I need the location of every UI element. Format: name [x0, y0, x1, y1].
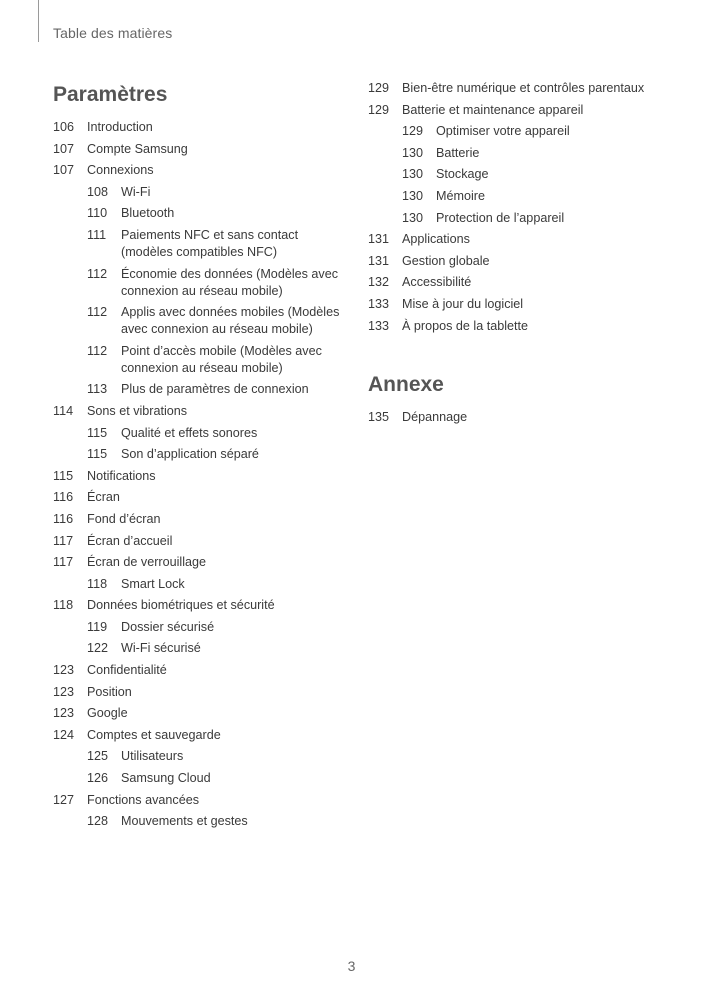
toc-entry-page: 133 [368, 296, 390, 311]
toc-entry-title: Fonctions avancées [87, 792, 200, 807]
toc-entry-page: 116 [53, 511, 74, 526]
toc-entry-page: 119 [87, 619, 108, 634]
toc-entry[interactable] [368, 253, 678, 270]
toc-entry[interactable] [53, 684, 343, 701]
toc-entry-page: 132 [368, 275, 390, 290]
toc-entry[interactable] [53, 662, 343, 679]
toc-entry[interactable] [53, 468, 343, 485]
toc-entry-title: Écran d’accueil [87, 533, 173, 548]
toc-entry-title: Batterie et maintenance appareil [402, 102, 584, 117]
toc-entry-title: Wi-Fi [121, 184, 151, 199]
toc-list-annexe [368, 409, 678, 426]
toc-entry[interactable] [368, 145, 678, 162]
toc-entry[interactable] [53, 813, 343, 830]
toc-entry-page: 129 [368, 102, 390, 117]
toc-entry-page: 123 [53, 706, 75, 721]
toc-entry[interactable] [53, 748, 343, 765]
toc-entry-page: 113 [87, 382, 108, 397]
toc-entry-page: 116 [53, 490, 74, 505]
toc-entry-title: Fond d’écran [87, 511, 161, 526]
toc-entry[interactable] [368, 409, 678, 426]
toc-entry[interactable] [368, 123, 678, 140]
toc-entry[interactable] [368, 188, 678, 205]
toc-entry[interactable] [368, 102, 678, 119]
toc-entry-page: 130 [402, 145, 424, 160]
toc-entry-page: 118 [87, 576, 108, 591]
toc-entry-title: Gestion globale [402, 253, 490, 268]
toc-entry[interactable] [53, 162, 343, 179]
toc-entry-title: Son d’application séparé [121, 447, 259, 462]
toc-entry-page: 106 [53, 120, 75, 134]
toc-entry[interactable] [53, 343, 343, 377]
toc-entry[interactable] [53, 597, 343, 614]
toc-entry-title: Position [87, 684, 132, 699]
toc-entry-page: 122 [87, 641, 109, 656]
toc-entry-page: 115 [87, 447, 108, 462]
toc-entry-title: Point d’accès mobile (Modèles avec connexion au réseau mobile) [121, 343, 322, 375]
toc-entry[interactable] [368, 296, 678, 313]
toc-entry-page: 130 [402, 167, 424, 182]
toc-entry[interactable] [53, 266, 343, 300]
toc-entry-page: 114 [53, 403, 74, 418]
toc-entry-title: Économie des données (Modèles avec connexion au réseau mobile) [121, 266, 339, 298]
toc-entry-title: Dossier sécurisé [121, 619, 215, 634]
toc-entry-page: 135 [368, 409, 390, 424]
toc-entry-title: Comptes et sauvegarde [87, 727, 221, 742]
toc-entry-title: Batterie [436, 145, 480, 160]
toc-entry[interactable] [53, 705, 343, 722]
toc-entry-page: 111 [87, 227, 107, 242]
toc-entry-page: 130 [402, 210, 424, 225]
page-number: 3 [347, 958, 356, 974]
toc-entry-title: Stockage [436, 167, 489, 182]
toc-entry[interactable] [53, 227, 343, 261]
toc-entry[interactable] [53, 446, 343, 463]
toc-entry-page: 112 [87, 343, 108, 358]
toc-entry-title: Compte Samsung [87, 141, 188, 156]
toc-entry[interactable] [53, 119, 343, 136]
toc-entry-title: Connexions [87, 163, 154, 178]
toc-entry[interactable] [53, 770, 343, 787]
toc-entry[interactable] [53, 184, 343, 201]
toc-entry[interactable] [368, 231, 678, 248]
toc-entry-page: 124 [53, 727, 75, 742]
toc-entry-title: Applis avec données mobiles (Modèles avec connexion au réseau mobile) [121, 305, 340, 337]
toc-entry-page: 125 [87, 749, 109, 764]
toc-entry[interactable] [368, 274, 678, 291]
toc-entry-title: Samsung Cloud [121, 771, 211, 786]
toc-entry-title: Notifications [87, 468, 156, 483]
toc-entry-title: Plus de paramètres de connexion [121, 382, 309, 397]
toc-entry-page: 127 [53, 792, 75, 807]
toc-entry-title: Bluetooth [121, 206, 175, 221]
toc-entry[interactable] [53, 403, 343, 420]
toc-entry-title: Confidentialité [87, 663, 167, 678]
section-title-annexe: Annexe [368, 372, 444, 396]
toc-entry[interactable] [53, 425, 343, 442]
toc-entry-page: 107 [53, 141, 75, 156]
toc-entry-page: 123 [53, 663, 75, 678]
toc-entry-page: 118 [53, 598, 74, 613]
toc-entry[interactable] [53, 205, 343, 222]
toc-entry-page: 117 [53, 533, 74, 548]
toc-entry[interactable] [53, 619, 343, 636]
toc-entry-page: 126 [87, 771, 109, 786]
toc-entry-title: Dépannage [402, 409, 468, 424]
toc-entry-title: Paiements NFC et sans contact (modèles compatibles NFC) [121, 227, 299, 259]
toc-entry-title: Google [87, 706, 128, 721]
toc-entry-title: Protection de l’appareil [436, 210, 565, 225]
toc-entry-title: Utilisateurs [121, 749, 184, 764]
toc-entry-page: 130 [402, 188, 424, 203]
header-title: Table des matières [53, 25, 173, 41]
toc-entry-page: 123 [53, 684, 75, 699]
toc-entry-title: Mouvements et gestes [121, 814, 248, 829]
toc-entry-title: Mémoire [436, 188, 485, 203]
toc-entry-page: 115 [53, 468, 74, 483]
toc-entry-title: Écran de verrouillage [87, 555, 207, 570]
toc-entry[interactable] [368, 80, 678, 97]
toc-entry-title: Qualité et effets sonores [121, 425, 258, 440]
toc-entry-page: 131 [368, 253, 390, 268]
toc-entry[interactable] [53, 381, 343, 398]
toc-entry-page: 110 [87, 206, 108, 221]
header-rule [38, 0, 39, 42]
toc-entry[interactable] [53, 727, 343, 744]
toc-entry-title: Sons et vibrations [87, 403, 188, 418]
toc-entry-page: 133 [368, 318, 390, 333]
toc-entry-title: Accessibilité [402, 275, 472, 290]
right-column [368, 80, 678, 430]
toc-entry[interactable] [368, 166, 678, 183]
toc-entry-page: 107 [53, 163, 75, 178]
toc-entry-page: 112 [87, 305, 108, 320]
toc-entry[interactable] [53, 792, 343, 809]
left-column [53, 80, 343, 835]
toc-entry[interactable] [53, 511, 343, 528]
toc-entry-page: 108 [87, 184, 109, 199]
toc-entry-page: 117 [53, 555, 74, 570]
toc-entry[interactable] [53, 533, 343, 550]
toc-list-parametres [53, 119, 343, 830]
toc-entry-title: Écran [87, 490, 120, 505]
toc-entry[interactable] [53, 304, 343, 338]
section-title-parametres: Paramètres [53, 83, 168, 106]
toc-entry-title: Wi-Fi sécurisé [121, 641, 201, 656]
toc-entry-page: 128 [87, 814, 109, 829]
toc-entry[interactable] [53, 576, 343, 593]
toc-entry-title: Optimiser votre appareil [436, 124, 570, 139]
toc-entry[interactable] [53, 489, 343, 506]
toc-entry[interactable] [368, 210, 678, 227]
toc-entry-title: Données biométriques et sécurité [87, 598, 275, 613]
toc-entry[interactable] [53, 640, 343, 657]
toc-entry-title: À propos de la tablette [402, 318, 529, 333]
toc-entry-title: Mise à jour du logiciel [402, 296, 524, 311]
toc-entry-page: 112 [87, 266, 108, 281]
toc-list-parametres-continued [368, 80, 678, 335]
toc-entry[interactable] [368, 318, 678, 335]
toc-entry[interactable] [53, 141, 343, 158]
toc-entry-title: Bien-être numérique et contrôles parentaux [402, 81, 645, 95]
toc-entry-page: 115 [87, 425, 108, 440]
toc-entry-page: 131 [368, 232, 390, 247]
toc-entry-title: Applications [402, 232, 470, 247]
toc-entry[interactable] [53, 554, 343, 571]
toc-entry-title: Smart Lock [121, 576, 185, 591]
toc-entry-page: 129 [402, 124, 424, 139]
toc-entry-page: 129 [368, 81, 390, 95]
toc-entry-title: Introduction [87, 120, 153, 134]
